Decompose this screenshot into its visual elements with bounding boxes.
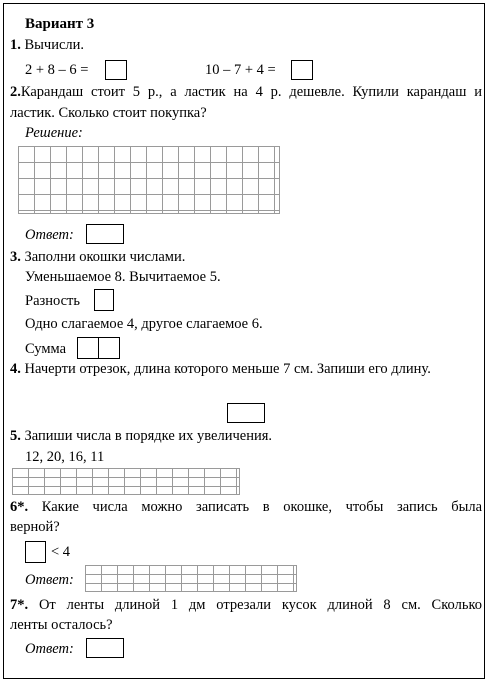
task1-answer-box-1[interactable] <box>105 60 127 80</box>
task3-line-a: Уменьшаемое 8. Вычитаемое 5. <box>25 269 221 285</box>
task2-solution-grid[interactable] <box>18 146 280 214</box>
task4-number: 4. <box>10 361 21 377</box>
task2-solution-colon: : <box>78 125 83 141</box>
task1-answer-box-2[interactable] <box>291 60 313 80</box>
task2-text-1: Карандаш стоит 5 р., а ластик на 4 р. дешевле. Купили карандаш и <box>20 84 482 100</box>
task3-sum-box-units[interactable] <box>98 337 120 359</box>
task4-heading <box>10 361 431 377</box>
task7-answer-colon: : <box>68 641 74 657</box>
task7-answer-word: Ответ <box>25 641 69 657</box>
task6-text-2: верной? <box>10 519 60 535</box>
task2-number: 2. <box>10 84 21 100</box>
task3-sum-box-tens[interactable] <box>77 337 99 359</box>
task2-solution-label <box>25 125 83 141</box>
task7-text-1: От ленты длиной 1 дм отрезали кусок длиной 8 см. Сколько <box>38 597 483 613</box>
task6-text-1: Какие числа можно записать в окошке, чтобы запись была <box>41 499 483 515</box>
task5-answer-grid[interactable] <box>12 468 240 495</box>
task6-answer-label <box>25 572 74 588</box>
task4-text: Начерти отрезок, длина которого меньше 7 см. Запиши его длину. <box>24 361 431 377</box>
task6-number: 6*. <box>10 499 29 515</box>
task2-line-1 <box>10 84 482 100</box>
task3-line-b: Одно слагаемое 4, другое слагаемое 6. <box>25 316 263 332</box>
task7-line-1 <box>10 597 482 613</box>
task6-answer-colon: : <box>68 572 74 588</box>
task2-answer-box[interactable] <box>86 224 124 244</box>
task7-answer-label <box>25 641 74 657</box>
task4-length-box[interactable] <box>227 403 265 423</box>
task2-solution-word: Решение <box>25 125 79 141</box>
task6-line-1 <box>10 499 482 515</box>
task6-answer-grid[interactable] <box>85 565 297 592</box>
task6-answer-word: Ответ <box>25 572 69 588</box>
task5-number: 5. <box>10 428 21 444</box>
task2-answer-colon: : <box>68 227 74 243</box>
task7-number: 7*. <box>10 597 29 613</box>
task1-expression-1: 2 + 8 – 6 = <box>25 62 89 78</box>
task1-number: 1. <box>10 37 21 53</box>
worksheet-title: Вариант 3 <box>25 16 95 32</box>
task3-difference-label: Разность <box>25 293 80 309</box>
task3-sum-label: Сумма <box>25 341 67 357</box>
task3-difference-box[interactable] <box>94 289 114 311</box>
task5-heading <box>10 428 272 444</box>
task1-heading <box>10 37 84 53</box>
task3-text: Заполни окошки числами. <box>24 249 186 265</box>
task3-heading <box>10 249 185 265</box>
task5-text: Запиши числа в порядке их увеличения. <box>24 428 273 444</box>
task3-number: 3. <box>10 249 21 265</box>
task5-numbers: 12, 20, 16, 11 <box>25 449 105 465</box>
task1-expression-2: 10 – 7 + 4 = <box>205 62 276 78</box>
task6-condition: < 4 <box>51 544 71 560</box>
task7-text-2: ленты осталось? <box>10 617 113 633</box>
task2-answer-word: Ответ <box>25 227 69 243</box>
task6-number-box[interactable] <box>25 541 46 563</box>
task2-text-2: ластик. Сколько стоит покупка? <box>10 105 207 121</box>
task7-answer-box[interactable] <box>86 638 124 658</box>
task2-answer-label <box>25 227 74 243</box>
task1-text: Вычисли. <box>24 37 85 53</box>
